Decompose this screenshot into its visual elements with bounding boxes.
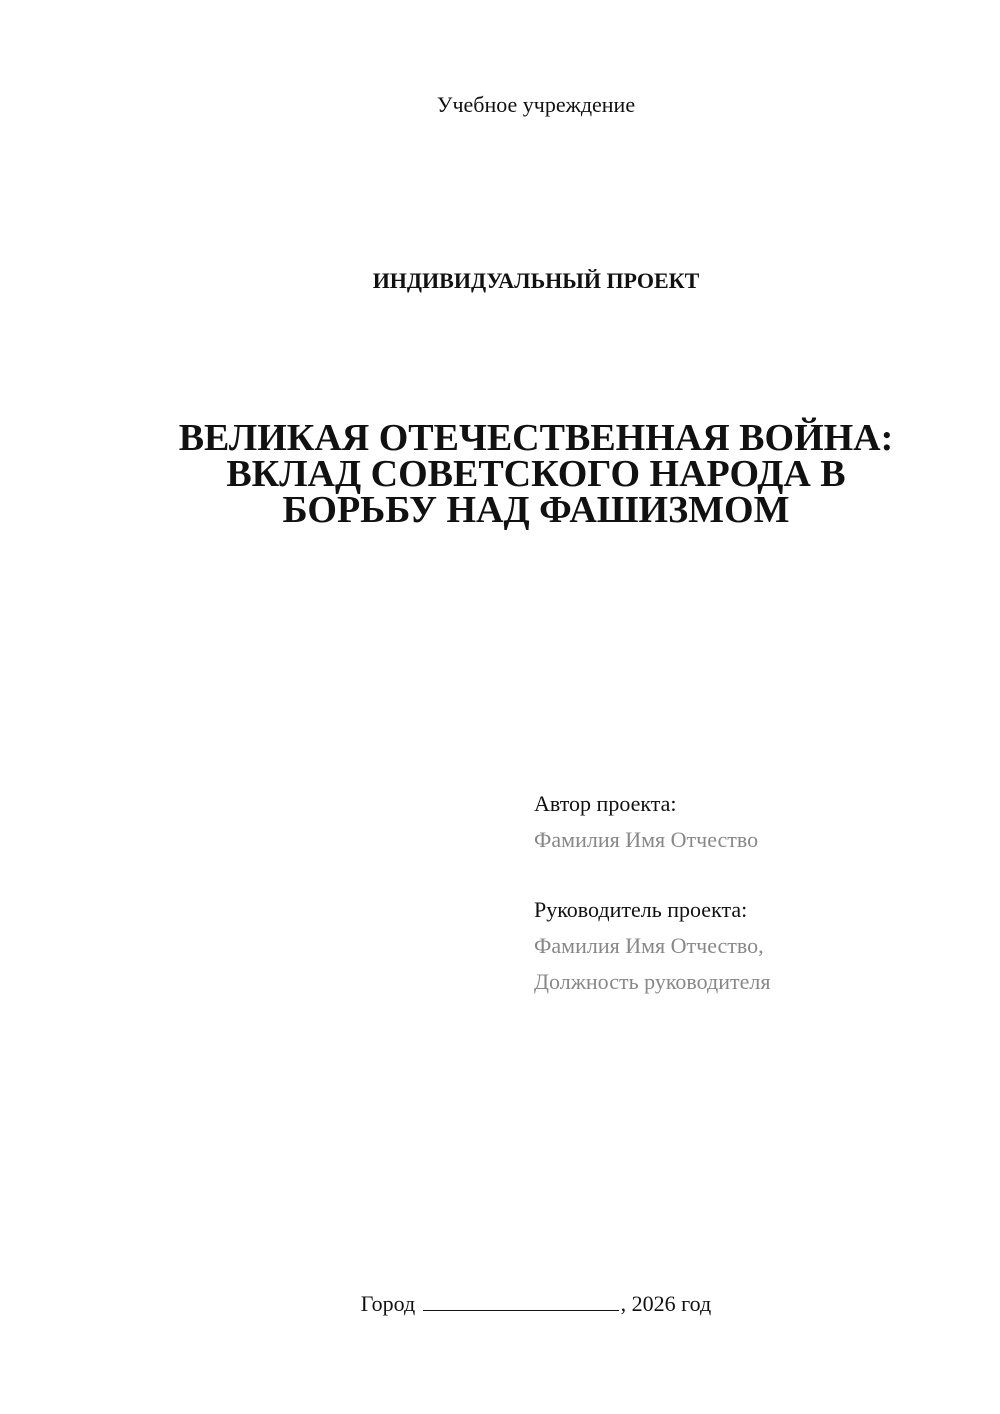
- supervisor-label: Руководитель проекта:: [534, 897, 748, 922]
- author-label: Автор проекта:: [534, 791, 677, 816]
- title-line-1: ВЕЛИКАЯ ОТЕЧЕСТВЕННАЯ ВОЙНА:: [178, 417, 894, 459]
- institution-name: Учебное учреждение: [436, 92, 636, 117]
- project-type: ИНДИВИДУАЛЬНЫЙ ПРОЕКТ: [372, 268, 700, 293]
- supervisor-position: Должность руководителя: [534, 969, 771, 994]
- city-blank-line: [423, 1292, 619, 1311]
- author-name: Фамилия Имя Отчество: [534, 827, 759, 852]
- city-label: Город: [360, 1291, 416, 1316]
- supervisor-block: [534, 892, 770, 1000]
- author-block: [534, 786, 758, 858]
- title-line-2: ВКЛАД СОВЕТСКОГО НАРОДА В: [226, 453, 846, 495]
- project-title: [100, 417, 972, 531]
- city-year-line: [0, 1290, 1000, 1318]
- year-text: , 2026 год: [620, 1291, 712, 1316]
- supervisor-name: Фамилия Имя Отчество,: [534, 933, 764, 958]
- title-line-3: БОРЬБУ НАД ФАШИЗМОМ: [282, 489, 790, 531]
